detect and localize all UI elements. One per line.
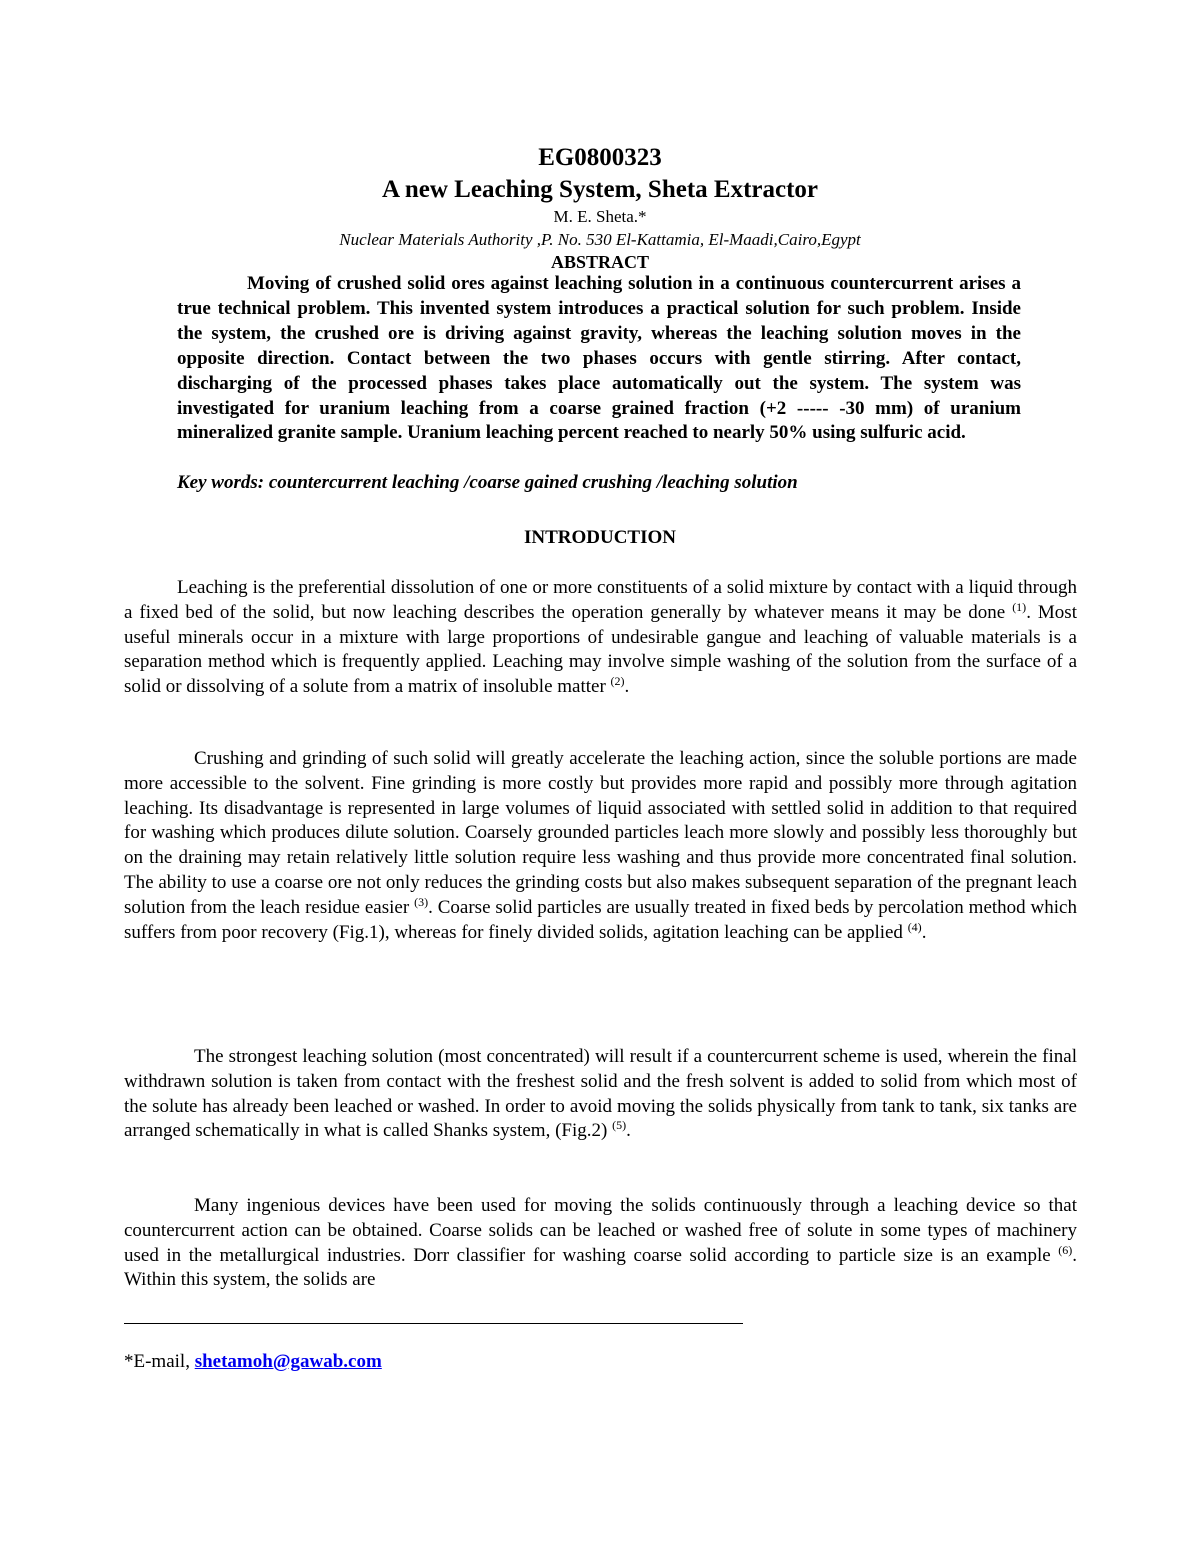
abstract-body: Moving of crushed solid ores against leaching solution in a continuous countercurrent arises a true technical problem. This invented system introduces a practical solution for such problem. Inside the system, the crushed ore is driving against gravity, whereas the leaching solution moves in the opposite direction. Contact between the two phases occurs with gentle stirring. After contact, discharging of the processed phases takes place automatically out the system. The system was investigated for uranium leaching from a coarse grained fraction (+2 ----- -30 mm) of uranium mineralized granite sample. Uranium leaching percent reached to nearly 50% using sulfuric acid. (177, 273, 1021, 444)
paragraph-text: Crushing and grinding of such solid will greatly accelerate the leaching action, since the soluble portions are made more accessible to the solvent. Fine grinding is more costly but provides more rapid and possibly more through agitation leaching. Its disadvantage is represented in large volumes of liquid associated with settled solid in addition to that required for washing which produces dilute solution. Coarsely grounded particles leach more slowly and possibly less thoroughly but on the draining may retain relatively little solution require less washing and thus provide more concentrated final solution. The ability to use a coarse ore not only reduces the grinding costs but also makes subsequent separation of the pregnant leach solution from the leach residue easier (124, 748, 1077, 918)
footnote (124, 1350, 382, 1374)
footnote-prefix: *E-mail, (124, 1351, 195, 1372)
footnote-separator (124, 1323, 743, 1324)
abstract-heading: ABSTRACT (550, 252, 650, 272)
citation-ref: (1) (1012, 599, 1027, 614)
paper-title: A new Leaching System, Sheta Extractor (381, 176, 819, 203)
email-link[interactable]: shetamoh@gawab.com (194, 1351, 382, 1372)
paragraph-text: . (626, 1120, 631, 1142)
author-affiliation: Nuclear Materials Authority ,P. No. 530 El-Kattamia, El-Maadi,Cairo,Egypt (339, 230, 861, 249)
paragraph-text: . Within this system, the solids are (124, 1244, 1077, 1291)
paragraph-text: . Coarse solid particles are usually treated in fixed beds by percolation method which suffers from poor recovery (Fig.1), whereas for finely divided solids, agitation leaching can be applied (124, 896, 1077, 943)
intro-paragraph-2 (124, 747, 1077, 945)
citation-ref: (3) (414, 894, 429, 909)
paragraph-text: . Most useful minerals occur in a mixture with large proportions of undesirable gangue and leaching of valuable materials is a separation method which is frequently applied. Leaching may involve simple washing of the solution from the surface of a solid or dissolving of a solute from a matrix of insoluble matter (124, 601, 1077, 698)
intro-paragraph-1 (124, 576, 1077, 700)
citation-ref: (5) (612, 1118, 627, 1133)
intro-paragraph-4 (124, 1194, 1077, 1293)
keywords: Key words: countercurrent leaching /coarse gained crushing /leaching solution (177, 472, 798, 493)
paragraph-text: The strongest leaching solution (most concentrated) will result if a countercurrent scheme is used, wherein the final withdrawn solution is taken from contact with the freshest solid and the fresh solvent is added to solid from which most of the solute has already been leached or washed. In order to avoid moving the solids physically from tank to tank, six tanks are arranged schematically in what is called Shanks system, (Fig.2) (124, 1046, 1077, 1142)
report-id: EG0800323 (538, 144, 662, 171)
citation-ref: (6) (1058, 1242, 1073, 1257)
paragraph-text: Leaching is the preferential dissolution of one or more constituents of a solid mixture by contact with a liquid through a fixed bed of the solid, but now leaching describes the operation generally by whatever means it may be done (124, 577, 1077, 623)
intro-paragraph-3 (124, 1045, 1077, 1144)
paragraph-text: . (921, 921, 927, 943)
citation-ref: (4) (907, 919, 922, 934)
citation-ref: (2) (610, 674, 625, 689)
paragraph-text: Many ingenious devices have been used for moving the solids continuously through a leaching device so that countercurrent action can be obtained. Coarse solids can be leached or washed free of solute in some types of machinery used in the metallurgical industries. Dorr classifier for washing coarse solid according to particle size is an example (124, 1195, 1077, 1266)
paragraph-text: . (624, 676, 630, 698)
author-name: M. E. Sheta.* (553, 207, 647, 226)
section-heading-introduction: INTRODUCTION (523, 527, 677, 548)
